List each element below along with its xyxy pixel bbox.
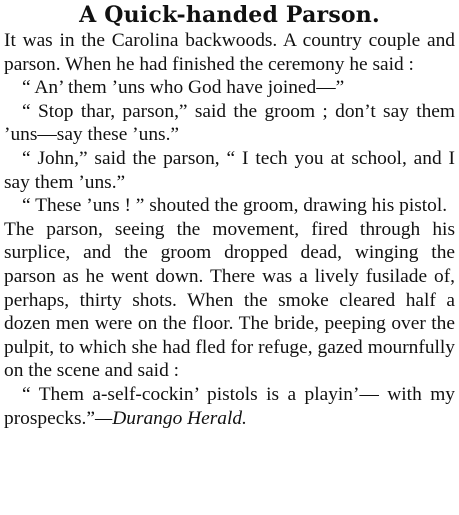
paragraph-shootout: The parson, seeing the movement, fired through his surplice, and the groom dropped dead, winging the parson as he went down. There was a lively fusilade of, perhaps, thirty shots. When the smoke cleared half a dozen men were on the floor. The bride, peeping over the pulpit, to which she had fled for refuge, gazed mournfully on the scene and said :	[4, 218, 455, 382]
article-headline: A Quick-handed Parson.	[79, 2, 380, 28]
paragraph-groom-objection: “ Stop thar, parson,” said the groom ; don’t say them ’uns—say these ’uns.”	[4, 100, 455, 146]
paragraph-opening: It was in the Carolina backwoods. A country couple and parson. When he had finished the ceremony he said :	[4, 30, 455, 75]
paragraph-bride-quote	[4, 383, 455, 430]
paragraph-parson-line: “ An’ them ’uns who God have joined—”	[22, 77, 345, 99]
newspaper-article	[4, 2, 455, 430]
bride-quote-text: “ Them a-self-cockin’ pistols is a playin’— with my prospecks.”	[4, 383, 455, 429]
source-credit: —Durango Herald.	[95, 407, 247, 429]
paragraph-groom-shout: “ These ’uns ! ” shouted the groom, drawing his pistol.	[22, 195, 448, 217]
paragraph-parson-reply: “ John,” said the parson, “ I tech you at school, and I say them ’uns.”	[4, 147, 455, 193]
